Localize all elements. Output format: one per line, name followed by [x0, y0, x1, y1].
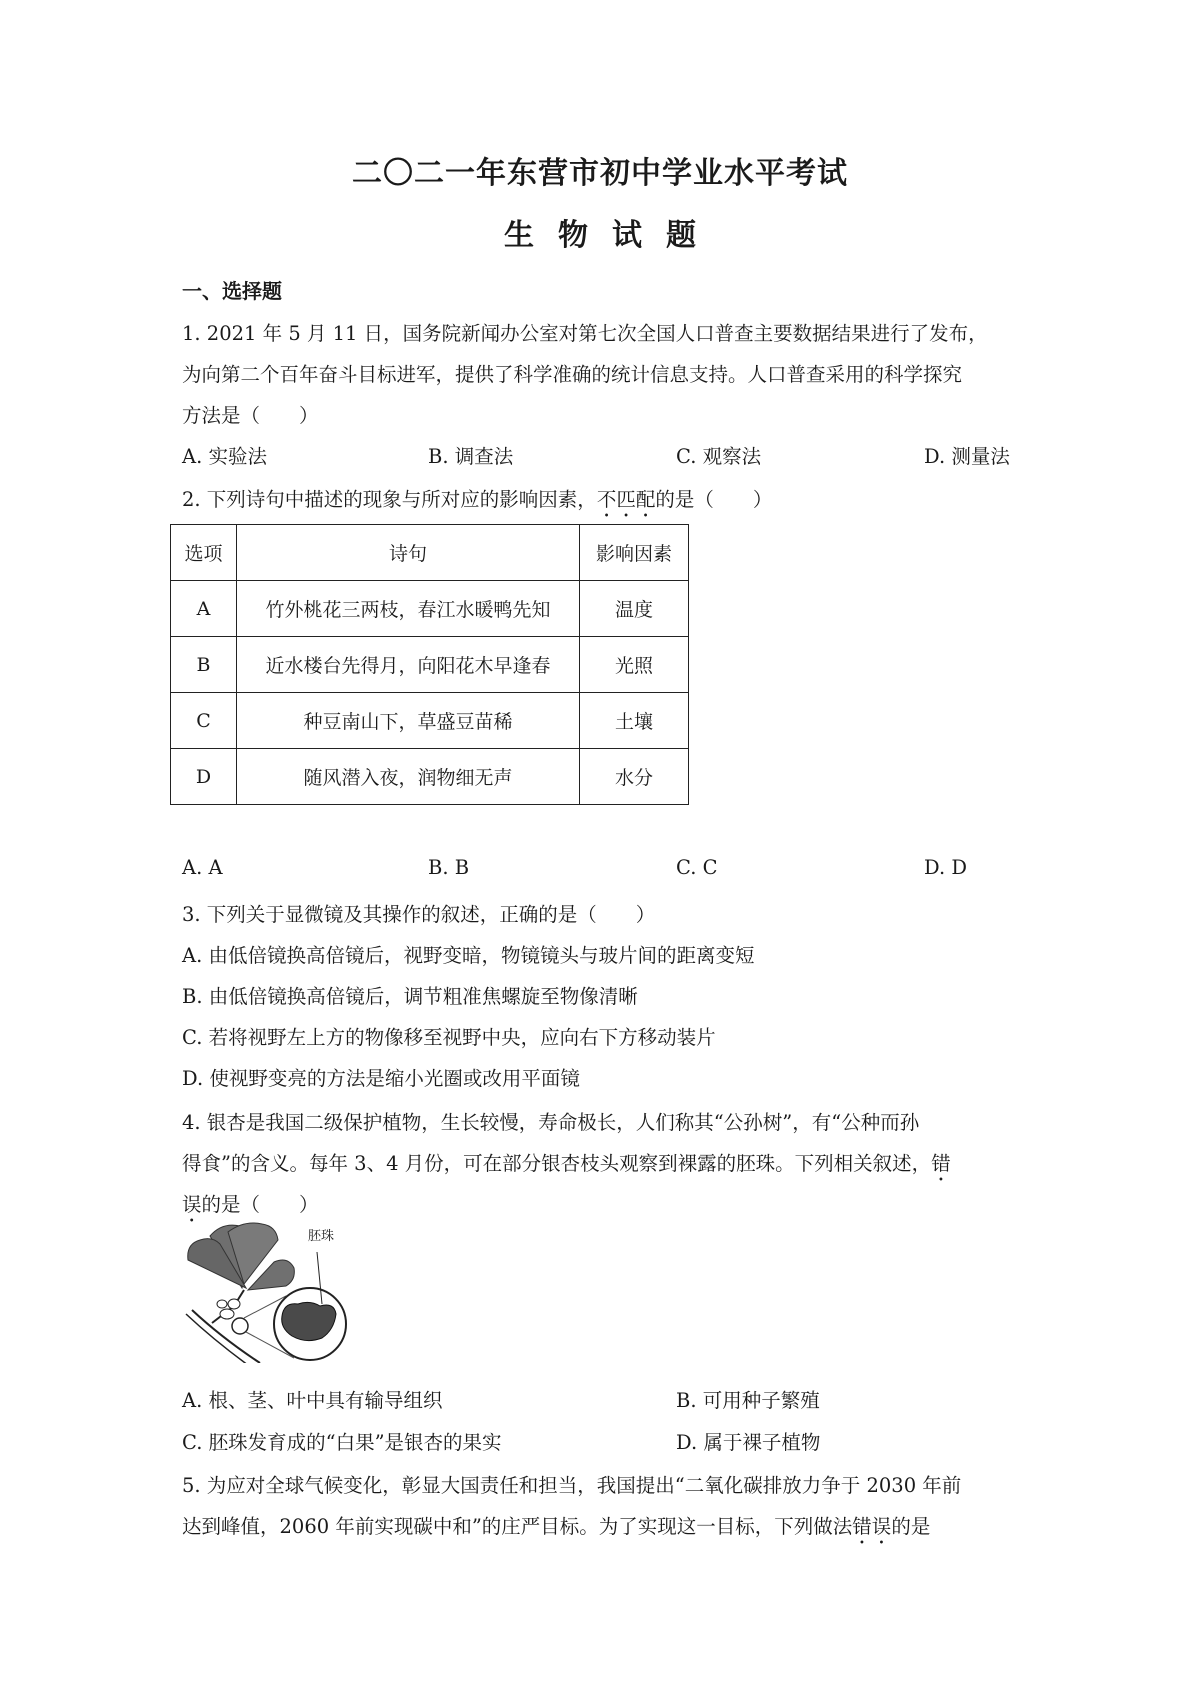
q4-option-b: B. 可用种子繁殖 [676, 1389, 820, 1412]
q3-option-a: A. 由低倍镜换高倍镜后，视野变暗，物镜镜头与玻片间的距离变短 [182, 944, 755, 967]
q1-option-b: B. 调查法 [428, 445, 514, 468]
q5-line-2 [182, 1511, 930, 1549]
table-row [171, 581, 689, 637]
q2-stem-tail: 的是（ ） [655, 488, 773, 511]
q4-line-2-text: 得食”的含义。每年 3、4 月份，可在部分银杏枝头观察到裸露的胚珠。下列相关叙述， [182, 1152, 932, 1175]
q4-line-2 [182, 1148, 951, 1186]
table-header-cell: 诗句 [237, 525, 580, 581]
table-row [171, 749, 689, 805]
q2-option-a: A. A [182, 856, 223, 879]
table-cell: 近水楼台先得月，向阳花木早逢春 [237, 637, 580, 693]
q3-option-c: C. 若将视野左上方的物像移至视野中央，应向右下方移动装片 [182, 1026, 716, 1049]
q3-stem: 3. 下列关于显微镜及其操作的叙述，正确的是（ ） [182, 903, 656, 926]
q4-option-c: C. 胚珠发育成的“白果”是银杏的果实 [182, 1431, 502, 1454]
table-header-cell: 选项 [171, 525, 237, 581]
table-header-cell: 影响因素 [580, 525, 689, 581]
q1-option-d: D. 测量法 [924, 445, 1010, 468]
q2-table [170, 524, 689, 805]
table-cell: 光照 [580, 637, 689, 693]
q2-stem-text: 2. 下列诗句中描述的现象与所对应的影响因素， [182, 488, 597, 511]
q1-line-2: 为向第二个百年奋斗目标进军，提供了科学准确的统计信息支持。人口普查采用的科学探究 [182, 363, 963, 386]
table-cell: C [171, 693, 237, 749]
q5-line-1: 5. 为应对全球气候变化，彰显大国责任和担当，我国提出“二氧化碳排放力争于 2030 年前 [182, 1474, 962, 1497]
q4-option-d: D. 属于裸子植物 [676, 1431, 821, 1454]
q4-line-1: 4. 银杏是我国二级保护植物，生长较慢，寿命极长，人们称其“公孙树”，有“公种而孙 [182, 1111, 920, 1134]
table-cell: 水分 [580, 749, 689, 805]
exam-title: 二〇二一年东营市初中学业水平考试 [352, 156, 848, 191]
q5-line-2-text: 达到峰值，2060 年前实现碳中和”的庄严目标。为了实现这一目标，下列做法 [182, 1515, 853, 1538]
figure-label-ovule: 胚珠 [308, 1229, 335, 1244]
q2-option-d: D. D [924, 856, 967, 879]
q2-stem [182, 484, 772, 522]
q1-option-a: A. 实验法 [182, 445, 267, 468]
table-cell: 竹外桃花三两枝，春江水暖鸭先知 [237, 581, 580, 637]
table-header-row [171, 525, 689, 581]
q2-stem-emphasis: 不匹配 [596, 488, 656, 511]
table-cell: B [171, 637, 237, 693]
table-cell: 土壤 [580, 693, 689, 749]
table-cell: A [171, 581, 237, 637]
q3-option-b: B. 由低倍镜换高倍镜后，调节粗准焦螺旋至物像清晰 [182, 985, 638, 1008]
table-cell: 温度 [580, 581, 689, 637]
q2-option-b: B. B [428, 856, 470, 879]
q5-emphasis: 错误 [852, 1515, 892, 1538]
table-row [171, 637, 689, 693]
q4-emphasis-2: 误 [182, 1193, 202, 1216]
table-cell: 种豆南山下，草盛豆苗稀 [237, 693, 580, 749]
q4-option-a: A. 根、茎、叶中具有输导组织 [182, 1389, 443, 1412]
q5-line-2-tail: 的是 [891, 1515, 931, 1538]
q4-line-3-text: 的是（ ） [201, 1193, 319, 1216]
section-title: 一、选择题 [182, 279, 282, 303]
table-cell: 随风潜入夜，润物细无声 [237, 749, 580, 805]
table-row [171, 693, 689, 749]
table-cell: D [171, 749, 237, 805]
q1-line-3: 方法是（ ） [182, 404, 319, 427]
q4-emphasis-1: 错 [931, 1152, 951, 1175]
q3-option-d: D. 使视野变亮的方法是缩小光圈或改用平面镜 [182, 1067, 580, 1090]
q1-option-c: C. 观察法 [676, 445, 762, 468]
subject-title: 生物试题 [504, 218, 720, 253]
q1-line-1: 1. 2021 年 5 月 11 日，国务院新闻办公室对第七次全国人口普查主要数据结果进行了发布， [182, 322, 988, 345]
q2-option-c: C. C [676, 856, 718, 879]
